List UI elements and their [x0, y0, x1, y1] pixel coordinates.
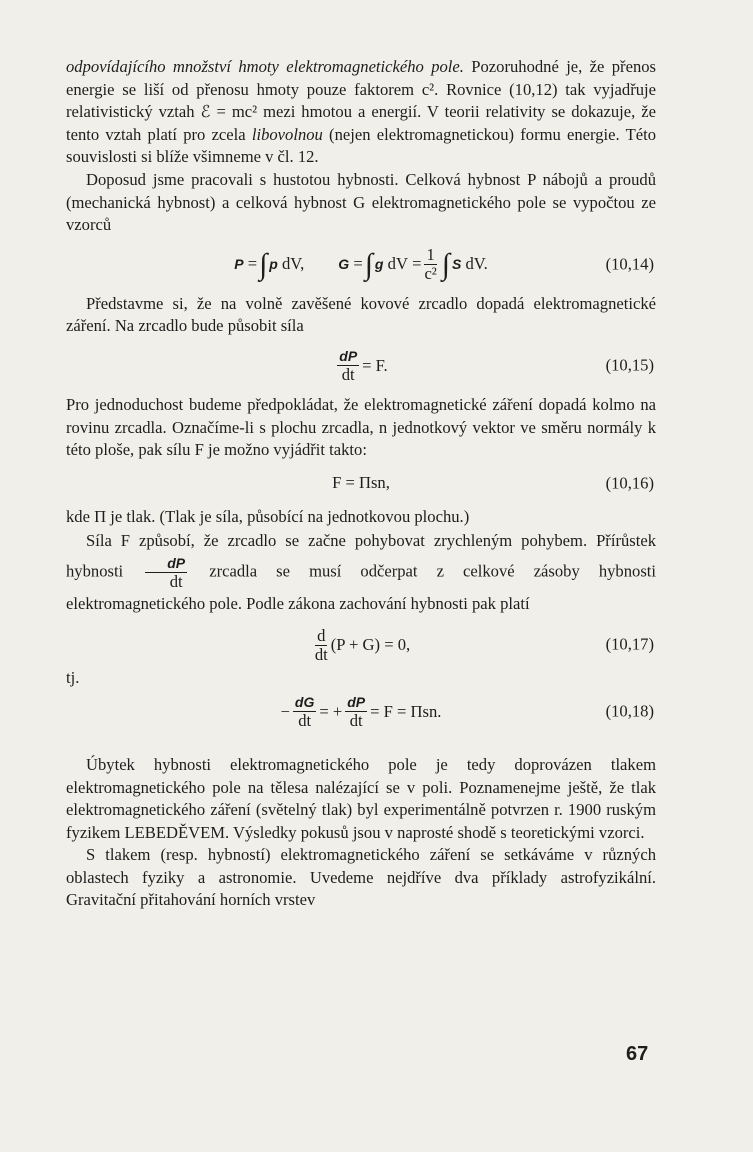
equation-number: (10,14) [605, 254, 654, 274]
paragraph-5: kde Π je tlak. (Tlak je síla, působící na jednotkovou plochu.) [66, 506, 470, 526]
paragraph-4: Pro jednoduchost budeme předpokládat, že elektromagnetické záření dopadá kolmo na rovinu zrcadla. Označíme-li s plochu zrcadla, n jednotkový vektor ve směru normály k této ploše, pak sílu F je možno vyjádřit takto: [66, 394, 656, 460]
equation-10-15: $\frac{dP}{dt}$ = F. (10,15) [339, 348, 654, 385]
paragraph-7: Úbytek hybnosti elektromagnetického pole je tedy doprovázen tlakem elektromagnetického pole na tělesa nalézající se v poli. Poznamenejme ještě, že tlak elektromagnetického záření (světelný tlak) byl experimentálně potvrzen r. 1900 ruským fyzikem LEBEDĚVEM. Výsledky pokusů jsou v naprosté shodě s teoretickými vzorci. [66, 754, 656, 842]
fraction: $\frac{dP}{dt}$ [339, 348, 358, 385]
fraction: $\frac{d}{dt}$ [314, 625, 328, 664]
equation-number: (10,16) [605, 473, 654, 493]
paragraph-8: S tlakem (resp. hybností) elektromagnetického záření se setkáváme v různých oblastech fyziky a astronomie. Uvedeme nejdříve dva příklady astrofyzikální. Gravitační přitahování horních vrstev [66, 845, 656, 910]
equation-10-16: F = Πsn, (10,16) [66, 462, 656, 506]
paragraph-2: Doposud jsme pracovali s hustotou hybnosti. Celková hybnost P nábojů a proudů (mechanická hybnost) a celková hybnost G elektromagnetického pole se vypočtou ze vzorců [66, 169, 656, 235]
equation-10-14: P = ∫ p dV, G = ∫ g dV = $\frac{1}{\text{c²}}$ ∫ S dV. (10,14) [234, 245, 654, 284]
page-number: 67 [626, 1043, 649, 1065]
equation-10-17: $\frac{d}{dt}$ (P + G) = 0, (10,17) [314, 625, 654, 664]
equation-number: (10,18) [605, 701, 654, 721]
fraction: $\frac{dP}{dt}$ [145, 554, 187, 591]
equation-number: (10,15) [605, 355, 654, 375]
tj-label: tj. [66, 668, 80, 688]
equation-10-18: − $\frac{dG}{dt}$ = + $\frac{dP}{dt}$ = F = Πsn. (10,18) [280, 694, 654, 731]
paragraph-1: odpovídajícího množství hmoty elektromagnetického pole. Pozoruhodné je, že přenos energie se liší od přenosu hmoty pouze faktorem c². Rovnice (10,12) tak vyjadřuje relativistický vztah ℰ = mc² mezi hmotou a energií. V teorii relativity se dokazuje, že tento vztah platí pro zcela libovolnou (nejen elektromagnetickou) formu energie. Této souvislosti si blíže všimneme v čl. 12. [66, 57, 656, 167]
fraction: $\frac{dG}{dt}$ [294, 694, 315, 731]
paragraph-3: Představme si, že na volně zavěšené kovové zrcadlo dopadá elektromagnetické záření. Na zrcadlo bude působit síla [66, 293, 656, 336]
equation-number: (10,17) [605, 635, 654, 655]
text-block [66, 56, 656, 912]
paragraph-6: Síla F způsobí, že zrcadlo se začne pohybovat zrychleným pohybem. Přírůstek hybnosti $\frac{dP}{dt}$ zrcadla se musí odčerpat z celkové zásoby hybnosti elektromagnetického pole. Podle zákona zachování hybnosti pak platí [66, 531, 656, 614]
fraction: $\frac{1}{\text{c²}}$ [424, 245, 437, 284]
fraction: $\frac{dP}{dt}$ [347, 694, 366, 731]
